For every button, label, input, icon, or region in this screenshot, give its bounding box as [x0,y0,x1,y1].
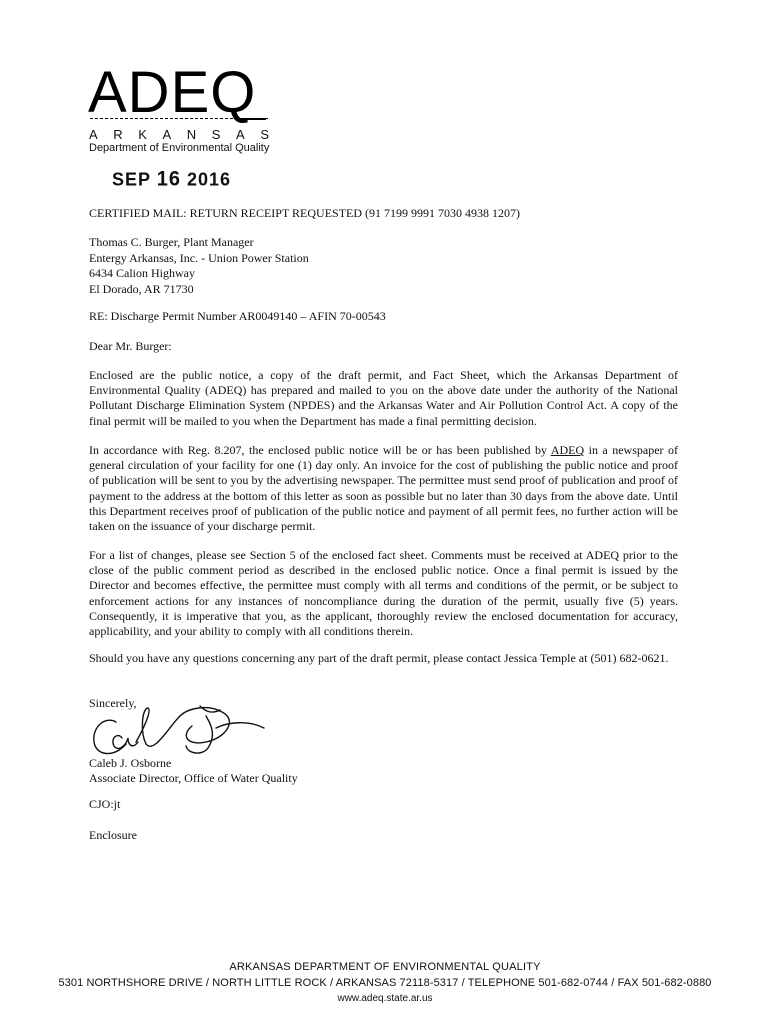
logo-state-name: ARKANSAS [89,127,285,142]
body-paragraph-2 [89,443,678,534]
date-stamp [112,167,231,191]
body-paragraph-3: For a list of changes, please see Section 5 of the enclosed fact sheet. Comments must be received at ADEQ prior to the close of the public comment period as described in the enclosed public notice. Once a final permit is issued by the Director and becomes effective, the permittee must comply with all terms and conditions of the permit, or be subject to enforcement actions for any instances of noncompliance during the duration of the permit, usually five (5) years. Consequently, it is imperative that you, as the applicant, thoroughly review the enclosed documentation for accuracy, applicability, and your ability to comply with all conditions therein. [89,548,678,639]
footer-agency-name: ARKANSAS DEPARTMENT OF ENVIRONMENTAL QUALITY [229,961,541,973]
footer-website: www.adeq.state.ar.us [337,993,433,1004]
date-stamp-year: 2016 [186,168,232,190]
salutation: Dear Mr. Burger: [89,339,172,353]
body-paragraph-4: Should you have any questions concerning any part of the draft permit, please contact Jessica Temple at (501) 682-0621. [89,651,669,665]
subject-line: RE: Discharge Permit Number AR0049140 – AFIN 70-00543 [89,309,386,323]
enclosure-note: Enclosure [89,828,137,842]
handwritten-signature [88,698,268,760]
reference-initials: CJO:jt [89,797,121,811]
footer-address: 5301 NORTHSHORE DRIVE / NORTH LITTLE ROCK / ARKANSAS 72118-5317 / TELEPHONE 501-682-0744 / FAX 501-682-0880 [58,977,712,989]
recipient-address [89,235,309,297]
logo-wordmark: ADEQ [88,60,257,125]
adeq-underlined-text: ADEQ [550,443,585,457]
signer-title: Associate Director, Office of Water Quality [89,771,298,785]
date-stamp-day: 16 [156,167,181,191]
recipient-city: El Dorado, AR 71730 [89,281,194,296]
closing: Sincerely, [89,696,137,710]
body-paragraph-2-end: in a newspaper of general circulation of your facility for one (1) day only. An invoice for the cost of publishing the public notice and proof of publication will be sent to you by the advertising newspaper. The permittee must send proof of publication and proof of payment to the address at the bottom of this letter as soon as possible but no later than 30 days from the above date. Until this Department receives proof of publication of the public notice and payment of all permit fees, no further action will be taken on the issuance of your discharge permit. [89,443,679,534]
recipient-street: 6434 Calion Highway [89,266,195,280]
recipient-name: Thomas C. Burger, Plant Manager [89,235,254,249]
recipient-company: Entergy Arkansas, Inc. - Union Power Station [89,250,309,265]
logo-department-name: Department of Environmental Quality [89,142,270,154]
certified-mail-line: CERTIFIED MAIL: RETURN RECEIPT REQUESTED (91 7199 9991 7030 4938 1207) [89,206,521,220]
signer-name: Caleb J. Osborne [89,756,172,770]
date-stamp-month: SEP [112,168,151,190]
body-paragraph-1: Enclosed are the public notice, a copy of the draft permit, and Fact Sheet, which the Arkansas Department of Environmental Quality (ADEQ) has prepared and mailed to you on the above date under the authority of the National Pollutant Discharge Elimination System (NPDES) and the Arkansas Water and Air Pollution Control Act. A copy of the final permit will be mailed to you when the Department has made a final permitting decision. [89,368,678,428]
body-paragraph-2-start: In accordance with Reg. 8.207, the enclosed public notice will be or has been published by [89,443,551,457]
logo-divider-accent [240,118,266,120]
